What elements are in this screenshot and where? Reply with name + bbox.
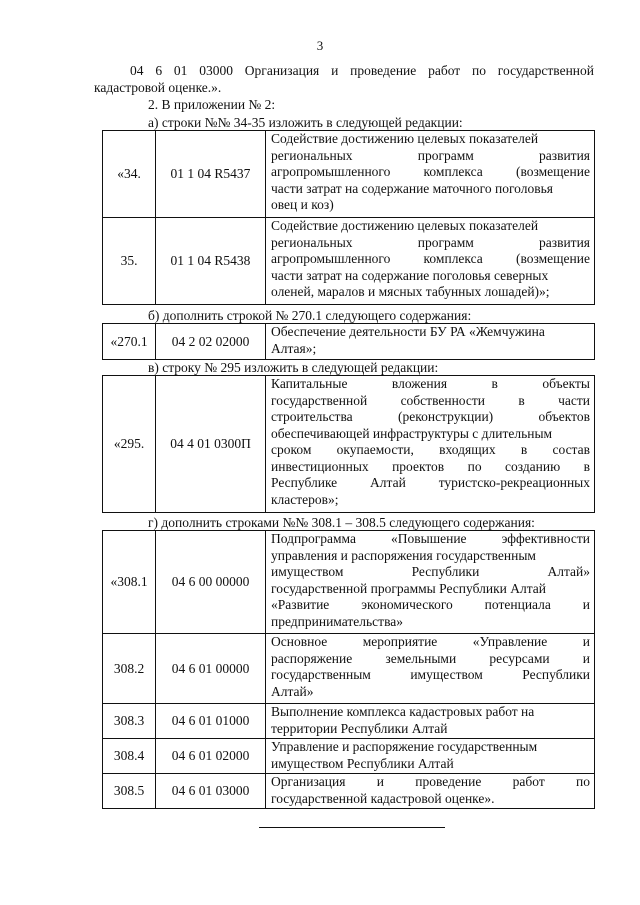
- row-code: 01 1 04 R5438: [156, 218, 266, 305]
- table-row-270-1: [102, 323, 595, 360]
- description-line: инвестиционных проектов по созданию в: [271, 458, 590, 474]
- table-row: [103, 739, 595, 774]
- item-v-heading: в) строку № 295 изложить в следующей редакции:: [148, 360, 439, 375]
- description-line: Содействие достижению целевых показателей: [271, 131, 539, 146]
- table-row: [103, 218, 595, 305]
- closing-rule: [259, 827, 445, 828]
- table-rows-34-35: [102, 130, 595, 305]
- row-number: «308.1: [103, 531, 156, 634]
- row-description: [266, 531, 595, 634]
- row-description: [266, 376, 595, 513]
- row-description: [266, 634, 595, 704]
- table-row-295: [102, 375, 595, 513]
- row-code: 04 6 01 03000: [156, 774, 266, 809]
- item-g-heading: г) дополнить строками №№ 308.1 – 308.5 следующего содержания:: [148, 515, 535, 530]
- description-line: овец и коз): [271, 197, 334, 212]
- description-line: Организация и проведение работ по: [271, 774, 590, 789]
- description-line: кластеров»;: [271, 491, 339, 507]
- row-code: 04 4 01 0300П: [156, 376, 266, 513]
- row-number: 308.3: [103, 704, 156, 739]
- description-line: территории Республики Алтай: [271, 720, 448, 736]
- description-line: Подпрограмма «Повышение эффективности: [271, 531, 590, 546]
- description-line: государственной программы Республики Алтай: [271, 580, 546, 596]
- description-line: Алтай»: [271, 683, 314, 699]
- row-number: 308.5: [103, 774, 156, 809]
- table-row: [103, 324, 595, 360]
- row-number: «34.: [103, 131, 156, 218]
- description-line: управления и распоряжения государственным: [271, 547, 536, 563]
- row-code: 01 1 04 R5437: [156, 131, 266, 218]
- row-description: [266, 218, 595, 305]
- description-line: государственным имуществом Республики: [271, 667, 590, 682]
- description-line: имуществом Республики Алтай: [271, 755, 454, 771]
- intro-line-2: кадастровой оценке.».: [94, 80, 222, 95]
- row-number: «270.1: [103, 324, 156, 360]
- table-row: [103, 376, 595, 513]
- row-number: 308.2: [103, 634, 156, 704]
- table-row: [103, 704, 595, 739]
- description-line: имуществом Республики Алтай»: [271, 564, 590, 579]
- description-line: Выполнение комплекса кадастровых работ на: [271, 704, 535, 719]
- description-line: Содействие достижению целевых показателей: [271, 218, 539, 233]
- description-line: Республике Алтай туристско-рекреационных: [271, 475, 590, 490]
- row-description: [266, 704, 595, 739]
- description-line: распоряжение земельными ресурсами и: [271, 650, 590, 666]
- description-line: оленей, маралов и мясных табунных лошадей)»;: [271, 284, 550, 299]
- row-description: [266, 739, 595, 774]
- row-code: 04 6 01 02000: [156, 739, 266, 774]
- description-line: государственной кадастровой оценке».: [271, 790, 495, 806]
- table-row: [103, 634, 595, 704]
- description-line: Основное мероприятие «Управление и: [271, 634, 590, 649]
- table-row: [103, 531, 595, 634]
- row-description: [266, 131, 595, 218]
- row-number: «295.: [103, 376, 156, 513]
- row-code: 04 6 01 01000: [156, 704, 266, 739]
- description-line: Алтая»;: [271, 340, 317, 356]
- description-line: региональных программ развития: [271, 147, 590, 163]
- description-line: агропромышленного комплекса (возмещение: [271, 251, 590, 266]
- description-line: части затрат на содержание маточного поголовья: [271, 180, 553, 196]
- description-line: Обеспечение деятельности БУ РА «Жемчужина: [271, 324, 545, 339]
- row-code: 04 6 01 00000: [156, 634, 266, 704]
- intro-line-1: 04 6 01 03000 Организация и проведение работ по государственной: [130, 63, 594, 78]
- page-number: 3: [316, 38, 324, 53]
- description-line: сроком окупаемости, входящих в состав: [271, 442, 590, 457]
- item-a-heading: а) строки №№ 34-35 изложить в следующей редакции:: [148, 115, 463, 130]
- row-code: 04 6 00 00000: [156, 531, 266, 634]
- description-line: Капитальные вложения в объекты: [271, 376, 590, 391]
- item-2-heading: 2. В приложении № 2:: [148, 97, 276, 112]
- table-row: [103, 774, 595, 809]
- description-line: предпринимательства»: [271, 613, 404, 629]
- row-description: [266, 324, 595, 360]
- description-line: «Развитие экономического потенциала и: [271, 597, 590, 612]
- description-line: обеспечивающей инфраструктуры с длительным: [271, 425, 553, 441]
- row-description: [266, 774, 595, 809]
- row-number: 308.4: [103, 739, 156, 774]
- row-number: 35.: [103, 218, 156, 305]
- description-line: части затрат на содержание поголовья северных: [271, 267, 549, 283]
- description-line: строительства (реконструкции) объектов: [271, 409, 590, 424]
- item-b-heading: б) дополнить строкой № 270.1 следующего содержания:: [148, 308, 472, 323]
- table-rows-308: [102, 530, 595, 809]
- description-line: агропромышленного комплекса (возмещение: [271, 164, 590, 179]
- table-row: [103, 131, 595, 218]
- row-code: 04 2 02 02000: [156, 324, 266, 360]
- description-line: региональных программ развития: [271, 234, 590, 250]
- description-line: Управление и распоряжение государственным: [271, 739, 538, 754]
- description-line: государственной собственности в части: [271, 392, 590, 408]
